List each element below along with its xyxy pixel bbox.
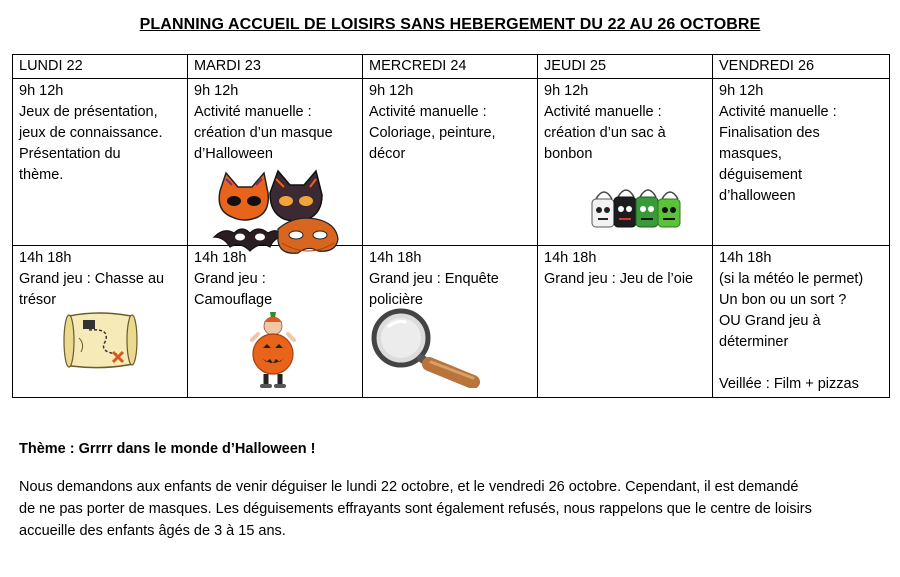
cell-line: 9h 12h — [719, 83, 764, 99]
treasure-map-image — [59, 308, 139, 378]
friday-morning-cell — [713, 79, 890, 246]
cell-line: (si la météo le permet) — [719, 271, 864, 287]
cell-line: Jeux de présentation, — [19, 104, 158, 120]
pumpkin-costume-child-image — [246, 310, 302, 390]
day-header-wednesday: MERCREDI 24 — [363, 55, 538, 79]
cell-line: Activité manuelle : — [194, 104, 312, 120]
candy-bags-image — [588, 183, 684, 231]
day-header-thursday: JEUDI 25 — [538, 55, 713, 79]
cell-line: bonbon — [544, 146, 593, 162]
cell-line: OU Grand jeu à — [719, 313, 821, 329]
cell-line: Grand jeu : — [194, 271, 266, 287]
info-paragraph — [19, 476, 885, 542]
cell-line: Grand jeu : Jeu de l’oie — [544, 271, 694, 287]
cell-line: trésor — [19, 292, 57, 308]
cell-line: Finalisation des — [719, 125, 820, 141]
cell-line: déterminer — [719, 334, 789, 350]
cell-line: déguisement — [719, 167, 803, 183]
cell-line: Activité manuelle : — [369, 104, 487, 120]
cell-line: 9h 12h — [194, 83, 239, 99]
cell-line: Veillée : Film + pizzas — [719, 376, 859, 392]
friday-afternoon-cell — [713, 246, 890, 398]
morning-row — [13, 79, 890, 246]
page-title: PLANNING ACCUEIL DE LOISIRS SANS HEBERGEMENT DU 22 AU 26 OCTOBRE — [139, 16, 761, 33]
wednesday-afternoon-cell — [363, 246, 538, 398]
day-header-tuesday: MARDI 23 — [188, 55, 363, 79]
cell-line: 14h 18h — [369, 250, 422, 266]
cell-line: policière — [369, 292, 423, 308]
blank-line — [719, 353, 883, 374]
tuesday-morning-cell — [188, 79, 363, 246]
cell-line: thème. — [19, 167, 64, 183]
cell-line: 14h 18h — [719, 250, 772, 266]
thursday-afternoon-cell — [538, 246, 713, 398]
cell-line: masques, — [719, 146, 782, 162]
cell-line: d’Halloween — [194, 146, 273, 162]
header-row — [13, 55, 890, 79]
wednesday-morning-cell — [363, 79, 538, 246]
cell-line: 9h 12h — [19, 83, 64, 99]
thursday-morning-cell — [538, 79, 713, 246]
day-header-monday: LUNDI 22 — [13, 55, 188, 79]
cell-line: 14h 18h — [194, 250, 247, 266]
cell-line: 9h 12h — [369, 83, 414, 99]
cell-line: 9h 12h — [544, 83, 589, 99]
cell-line: Présentation du — [19, 146, 121, 162]
cell-line: 14h 18h — [19, 250, 72, 266]
cell-line: création d’un masque — [194, 125, 333, 141]
magnifying-glass-image — [369, 308, 485, 388]
tuesday-afternoon-cell — [188, 246, 363, 398]
day-header-friday: VENDREDI 26 — [713, 55, 890, 79]
paragraph-line: Nous demandons aux enfants de venir déguiser le lundi 22 octobre, et le vendredi 26 octobre. Cependant, il est demandé — [19, 479, 799, 495]
planning-table — [12, 54, 890, 398]
monday-morning-cell — [13, 79, 188, 246]
cell-line: décor — [369, 146, 406, 162]
cell-line: Camouflage — [194, 292, 273, 308]
cell-line: 14h 18h — [544, 250, 597, 266]
cell-line: Un bon ou un sort ? — [719, 292, 847, 308]
cell-line: Coloriage, peinture, — [369, 125, 496, 141]
cell-line: Grand jeu : Chasse au — [19, 271, 165, 287]
cell-line: Grand jeu : Enquête — [369, 271, 499, 287]
cell-line: création d’un sac à — [544, 125, 666, 141]
cell-line: jeux de connaissance. — [19, 125, 163, 141]
cell-line: d’halloween — [719, 188, 796, 204]
afternoon-row — [13, 246, 890, 398]
cell-line: Activité manuelle : — [544, 104, 662, 120]
cell-line: Activité manuelle : — [719, 104, 837, 120]
paragraph-line: accueille des enfants âgés de 3 à 15 ans. — [19, 523, 286, 539]
theme-heading: Thème : Grrrr dans le monde d’Halloween ! — [19, 441, 316, 457]
monday-afternoon-cell — [13, 246, 188, 398]
paragraph-line: de ne pas porter de masques. Les déguisements effrayants sont également refusés, nous rappelons que le centre de loisirs — [19, 501, 812, 517]
